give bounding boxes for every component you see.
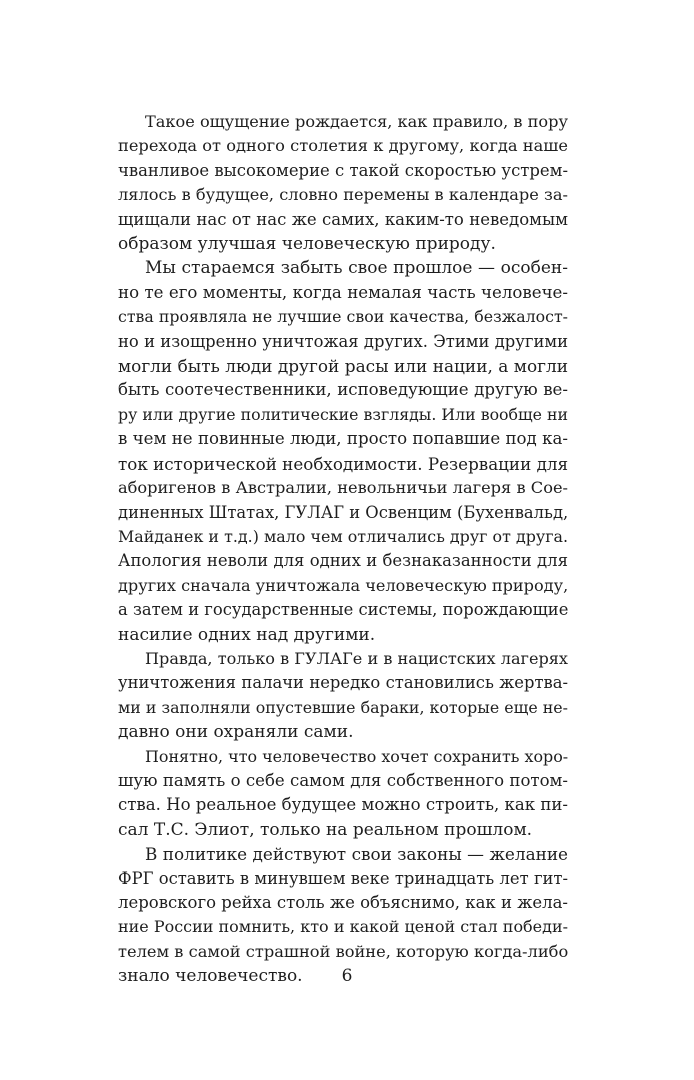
text-line: но те его моменты, когда немалая часть человече- (118, 282, 568, 302)
text-line: ства проявляла не лучшие свои качества, безжалост- (118, 307, 568, 327)
text-line: насилие одних над другими. (118, 624, 376, 645)
text-line: ток исторической необходимости. Резервации для (118, 453, 569, 474)
text-line: могли быть люди другой расы или нации, а могли (118, 356, 568, 377)
text-line: диненных Штатах, ГУЛАГ и Освенцим (Бухенвальд, (118, 502, 569, 522)
page-number: 6 (341, 966, 353, 986)
text-line: Такое ощущение рождается, как правило, в пору (145, 112, 568, 131)
body-text (118, 110, 568, 989)
text-line: аборигенов в Австралии, невольничьи лагеря в Сое- (118, 478, 568, 498)
text-line: ми и заполняли опустевшие бараки, которые еще не- (118, 697, 568, 717)
text-line: леровского рейха столь же объяснимо, как и жела- (118, 893, 568, 912)
text-line: ФРГ оставить в минувшем веке тринадцать лет гит- (118, 868, 568, 888)
text-line: Мы стараемся забыть свое прошлое — особен- (145, 258, 568, 279)
text-line: Понятно, что человечество хочет сохранить хоро- (145, 746, 569, 766)
text-line: ства. Но реальное будущее можно строить, как пи- (118, 795, 568, 815)
text-line: ру или другие политические взгляды. Или вообще ни (118, 404, 568, 424)
text-line: Правда, только в ГУЛАГе и в нацистских лагерях (145, 648, 568, 668)
text-line: перехода от одного столетия к другому, когда наше (118, 136, 568, 156)
text-line: но и изощренно уничтожая других. Этими другими (118, 331, 568, 351)
text-line: чванливое высокомерие с такой скоростью устрем- (118, 160, 568, 180)
paragraph-3 (118, 647, 568, 745)
text-line: уничтожения палачи нередко становились жертва- (118, 673, 568, 693)
text-line: знало человечество. (118, 966, 303, 987)
paragraph-1 (118, 110, 568, 256)
text-line: давно они охраняли сами. (118, 722, 354, 743)
text-line: шую память о себе самом для собственного потом- (118, 770, 568, 790)
text-line: других сначала уничтожала человеческую природу, (118, 575, 569, 595)
text-line: а затем и государственные системы, порождающие (118, 600, 569, 620)
text-line: образом улучшая человеческую природу. (118, 234, 496, 255)
paragraph-2 (118, 256, 568, 647)
text-line: Апология неволи для одних и безнаказанности для (118, 551, 568, 571)
text-line: сал Т.С. Элиот, только на реальном прошлом. (118, 819, 533, 840)
text-line: Майданек и т.д.) мало чем отличались друг от друга. (118, 526, 568, 546)
text-line: ние России помнить, кто и какой ценой стал победи- (118, 917, 568, 937)
text-line: быть соотечественники, исповедующие другую ве- (118, 380, 568, 400)
text-line: телем в самой страшной войне, которую когда-либо (118, 941, 569, 961)
text-line: в чем не повинные люди, просто попавшие под ка- (118, 429, 568, 449)
text-line: щищали нас от нас же самих, каким-то неведомым (118, 209, 568, 229)
paragraph-4 (118, 745, 568, 843)
text-line: В политике действуют свои законы — желание (145, 844, 568, 865)
text-line: лялось в будущее, словно перемены в календаре за- (118, 185, 568, 205)
